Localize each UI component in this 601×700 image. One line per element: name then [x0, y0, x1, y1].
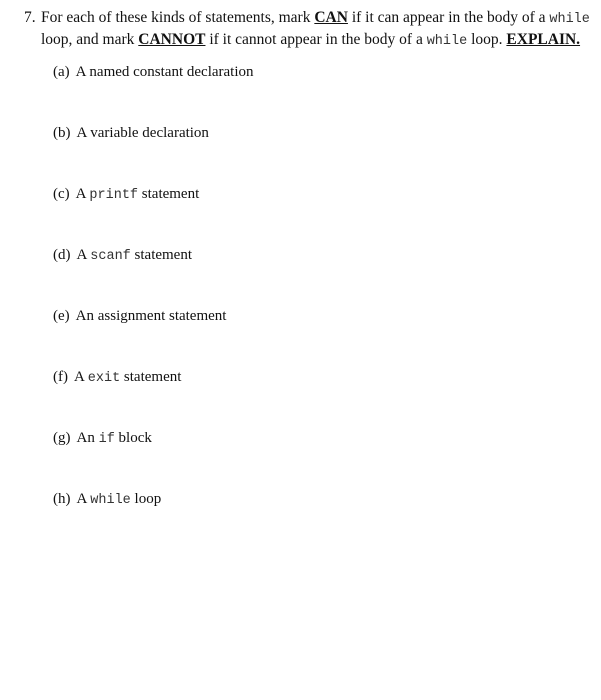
part-label: (d) — [53, 247, 71, 263]
question-text-2c: loop. — [467, 31, 507, 48]
part-code: printf — [89, 188, 139, 203]
sub-question-h — [53, 489, 161, 509]
while-code-1: while — [549, 12, 590, 27]
part-text: A — [75, 186, 86, 202]
question-text-1b: if it can appear in the body of a — [347, 9, 550, 26]
part-text: A — [76, 247, 87, 263]
question-line-1 — [24, 8, 594, 30]
question-line-2 — [24, 30, 594, 52]
sub-question-d — [53, 245, 192, 265]
question-text-1a: For each of these kinds of statements, mark — [41, 9, 315, 26]
part-code: scanf — [90, 249, 131, 264]
part-text: A variable declaration — [76, 125, 209, 141]
question-text-2a: loop, and mark — [41, 31, 139, 48]
part-text-post: statement — [134, 247, 193, 263]
part-code: while — [90, 493, 131, 508]
part-text: An — [76, 430, 95, 446]
sub-question-f — [53, 367, 181, 387]
part-text-post: statement — [123, 369, 182, 385]
part-text: A named constant declaration — [75, 64, 254, 80]
while-code-2: while — [426, 34, 468, 49]
part-text: A — [74, 369, 85, 385]
part-label: (g) — [53, 430, 71, 446]
question-text-2b: if it cannot appear in the body of a — [205, 31, 427, 48]
part-label: (h) — [53, 491, 71, 507]
question-7 — [24, 8, 594, 52]
part-label: (c) — [53, 186, 70, 202]
part-code: exit — [87, 371, 121, 386]
part-label: (b) — [53, 125, 71, 141]
sub-question-e — [53, 306, 226, 326]
part-text-post: loop — [134, 491, 162, 507]
can-keyword: CAN — [314, 9, 348, 26]
sub-question-g — [53, 428, 152, 448]
sub-question-a — [53, 62, 254, 82]
part-label: (f) — [53, 369, 68, 385]
sub-question-b — [53, 123, 209, 143]
sub-question-c — [53, 184, 199, 204]
cannot-keyword: CANNOT — [138, 31, 206, 48]
part-code: if — [98, 432, 115, 447]
part-text: An assignment statement — [75, 308, 227, 324]
part-label: (e) — [53, 308, 70, 324]
part-text-post: block — [118, 430, 152, 446]
explain-keyword: EXPLAIN. — [506, 31, 581, 48]
question-number: 7. — [24, 9, 36, 26]
part-text-post: statement — [141, 186, 200, 202]
part-label: (a) — [53, 64, 70, 80]
part-text: A — [76, 491, 87, 507]
